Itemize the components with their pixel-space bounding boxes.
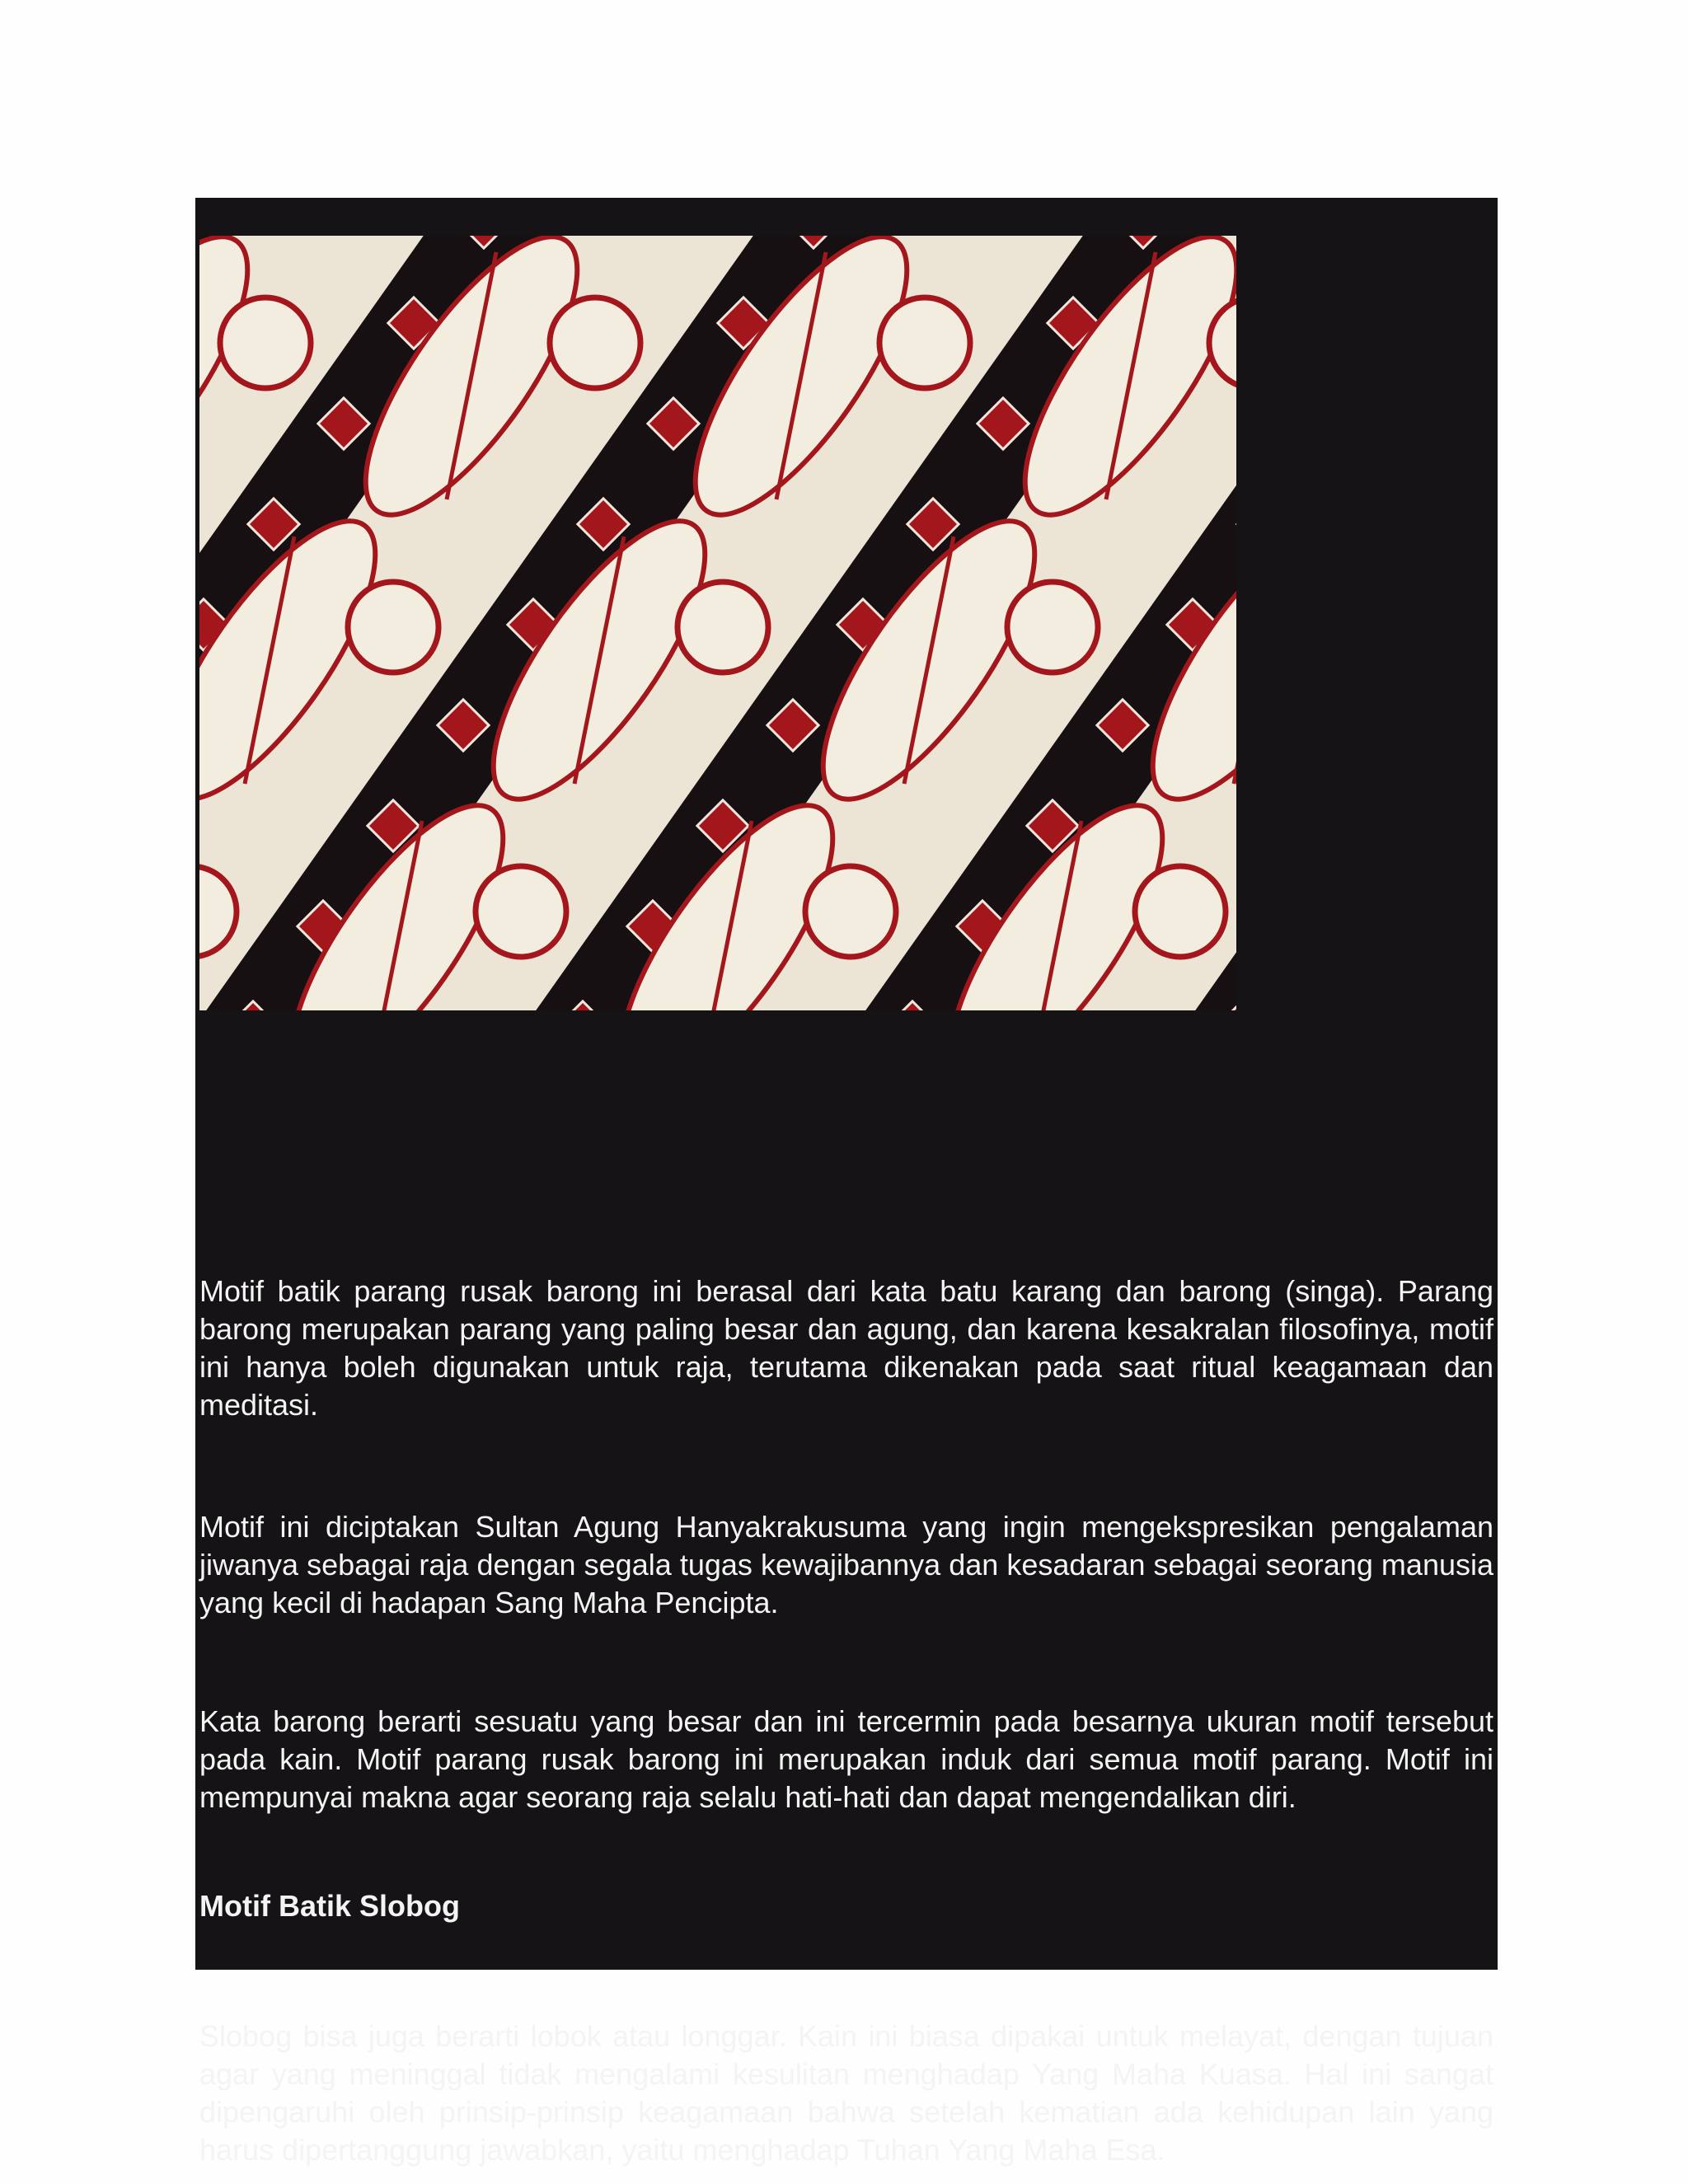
batik-round-head: [678, 582, 768, 673]
paragraph-barong-meaning: Kata barong berarti sesuatu yang besar dan ini tercermin pada besarnya ukuran motif tersebut pada kain. Motif parang rusak barong ini merupakan induk dari semua motif parang. Motif ini mempunyai makna agar seorang raja selalu hati-hati dan dapat mengendalikan diri.: [199, 1704, 1493, 1814]
paragraph-sultan-agung: Motif ini diciptakan Sultan Agung Hanyakrakusuma yang ingin mengekspresikan pengalaman jiwanya sebagai raja dengan segala tugas kewajibannya dan kesadaran sebagai seorang manusia yang kecil di hadapan Sang Maha Pencipta.: [199, 1510, 1493, 1619]
dark-content-block: [195, 198, 1498, 2167]
batik-round-head: [348, 582, 438, 673]
paragraph-parang-barong-origin: Motif batik parang rusak barong ini berasal dari kata batu karang dan barong (singa). Parang barong merupakan parang yang paling besar dan agung, dan karena kesakralan filosofinya, motif ini hanya boleh digunakan untuk raja, terutama dikenakan pada saat ritual keagamaan dan meditasi.: [199, 1274, 1493, 1422]
paragraph-slobog: Slobog bisa juga berarti lobok atau longgar. Kain ini biasa dipakai untuk melayat, dengan tujuan agar yang meninggal tidak mengalami kesulitan menghadap Yang Maha Kuasa. Hal ini sangat dipengaruhi oleh prinsip-prinsip keagamaan bahwa setelah kematian ada kehidupan lain yang harus dipertanggung jawabkan, yaitu menghadap Tuhan Yang Maha Esa.: [199, 2019, 1493, 2167]
batik-round-head: [805, 866, 896, 957]
batik-round-head: [476, 866, 566, 957]
parang-rusak-barong-batik-photo: [199, 236, 1236, 1010]
batik-round-head: [1135, 866, 1226, 957]
batik-round-head: [550, 298, 640, 388]
batik-pattern-illustration: [199, 236, 1236, 1010]
batik-round-head: [220, 298, 311, 388]
section-heading-slobog: Motif Batik Slobog: [199, 1889, 460, 1923]
batik-round-head: [879, 298, 970, 388]
batik-round-head: [1007, 582, 1098, 673]
